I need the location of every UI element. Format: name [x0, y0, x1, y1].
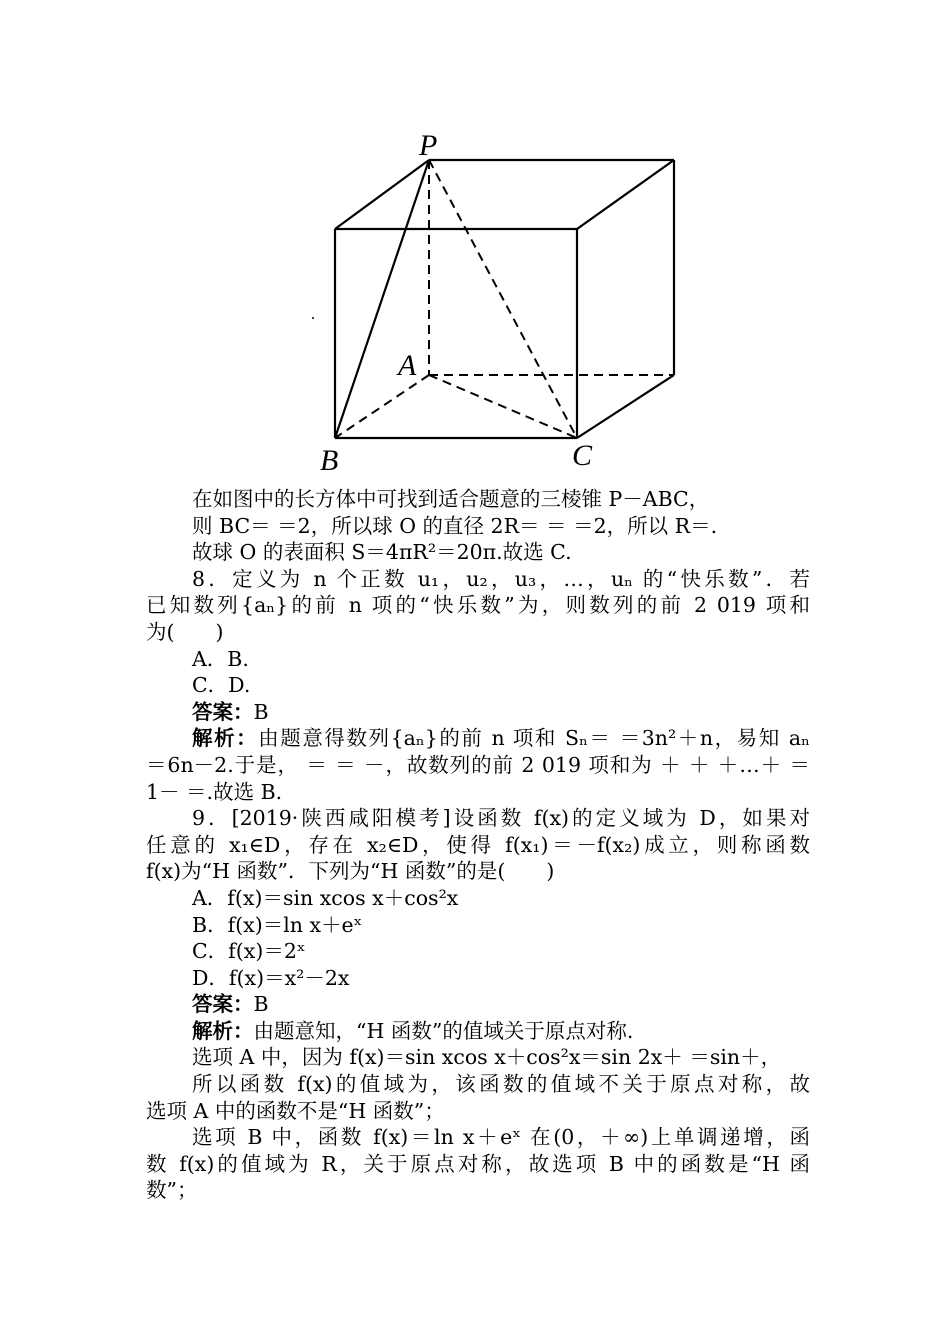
text-line — [146, 912, 810, 939]
label-P: P — [419, 129, 438, 162]
text-line — [146, 805, 810, 832]
line-text: 选项 A 中的函数不是“H 函数”； — [146, 1098, 445, 1123]
cuboid-figure — [300, 125, 720, 485]
line-text: ＝6n－2.于是， ＝ ＝ －，故数列的前 2 019 项和为 ＋ ＋ ＋…＋ ＝ — [146, 752, 810, 777]
text-line — [146, 885, 810, 912]
line-text: 由题意知，“H 函数”的值域关于原点对称. — [253, 1018, 634, 1043]
line-text: B — [253, 699, 269, 724]
text-line — [146, 991, 810, 1018]
text-line — [146, 1177, 810, 1204]
cuboid-diagram — [300, 125, 720, 485]
text-line — [146, 752, 810, 779]
line-text: f(x)为“H 函数”．下列为“H 函数”的是( ) — [146, 859, 555, 884]
text-line — [146, 1098, 810, 1125]
line-text: 数 f(x)的值域为 R，关于原点对称，故选项 B 中的函数是“H 函 — [146, 1151, 810, 1176]
line-text: 1－ ＝.故选 B. — [146, 779, 283, 804]
line-text: 故球 O 的表面积 S＝4πR²＝20π.故选 C. — [192, 540, 572, 565]
edge-PC — [429, 160, 577, 438]
answer-label: 答案： — [192, 992, 254, 1017]
text-line — [146, 965, 810, 992]
text-line — [146, 646, 810, 673]
text-line — [146, 1071, 810, 1098]
solution-text — [146, 486, 810, 1204]
text-line — [146, 858, 810, 885]
text-line — [146, 832, 810, 859]
line-text: 8．定义为 n 个正数 u₁，u₂，u₃，…，uₙ 的“快乐数”．若 — [192, 566, 810, 591]
text-line — [146, 672, 810, 699]
line-text: 所以函数 f(x)的值域为，该函数的值域不关于原点对称，故 — [192, 1072, 810, 1097]
answer-label: 解析： — [192, 1018, 254, 1043]
text-line — [146, 1018, 810, 1045]
edge-AB — [335, 375, 429, 438]
edge-top-left — [335, 160, 429, 229]
line-text: 数”； — [146, 1178, 198, 1203]
label-B: B — [320, 444, 339, 477]
label-C: C — [572, 439, 593, 472]
text-line — [146, 486, 810, 513]
line-text: 已知数列{aₙ}的前 n 项的“快乐数”为，则数列的前 2 019 项和 — [146, 593, 810, 618]
text-line — [146, 539, 810, 566]
answer-label: 解析： — [192, 726, 259, 751]
text-line — [146, 725, 810, 752]
text-line — [146, 566, 810, 593]
line-text: C．f(x)＝2ˣ — [192, 939, 306, 964]
line-text: B — [253, 992, 269, 1017]
answer-label: 答案： — [192, 699, 254, 724]
edge-top-right — [577, 160, 674, 229]
line-text: C．D. — [192, 673, 251, 698]
text-line — [146, 619, 810, 646]
line-text: 在如图中的长方体中可找到适合题意的三棱锥 P－ABC， — [192, 487, 710, 511]
line-text: D．f(x)＝x²－2x — [192, 965, 350, 990]
line-text: 选项 B 中，函数 f(x)＝ln x＋eˣ 在(0，＋∞)上单调递增，函 — [192, 1125, 810, 1150]
line-text: 由题意得数列{aₙ}的前 n 项和 Sₙ＝ ＝3n²＋n，易知 aₙ — [258, 726, 810, 751]
line-text: 任意的 x₁∈D，存在 x₂∈D，使得 f(x₁)＝－f(x₂)成立，则称函数 — [146, 832, 810, 857]
text-line — [146, 779, 810, 806]
edge-PB — [335, 160, 429, 438]
edge-bottom-right — [577, 375, 674, 438]
line-text: 选项 A 中，因为 f(x)＝sin xcos x＋cos²x＝sin 2x＋ ＝sin＋， — [192, 1045, 782, 1070]
text-line — [146, 938, 810, 965]
line-text: A．f(x)＝sin xcos x＋cos²x — [192, 885, 459, 910]
label-A: A — [398, 349, 417, 382]
line-text: 则 BC＝ ＝2，所以球 O 的直径 2R＝ ＝ ＝2，所以 R＝. — [192, 513, 718, 538]
text-line — [146, 699, 810, 726]
stray-dot — [312, 317, 314, 319]
edge-AC — [429, 375, 577, 438]
text-line — [146, 1124, 810, 1151]
line-text: B．f(x)＝ln x＋eˣ — [192, 912, 363, 937]
text-line — [146, 1151, 810, 1178]
line-text: 为( ) — [146, 619, 224, 644]
line-text: 9．[2019·陕西咸阳模考]设函数 f(x)的定义域为 D，如果对 — [192, 806, 810, 831]
text-line — [146, 513, 810, 540]
text-line — [146, 592, 810, 619]
line-text: A．B. — [192, 646, 249, 671]
text-line — [146, 1044, 810, 1071]
